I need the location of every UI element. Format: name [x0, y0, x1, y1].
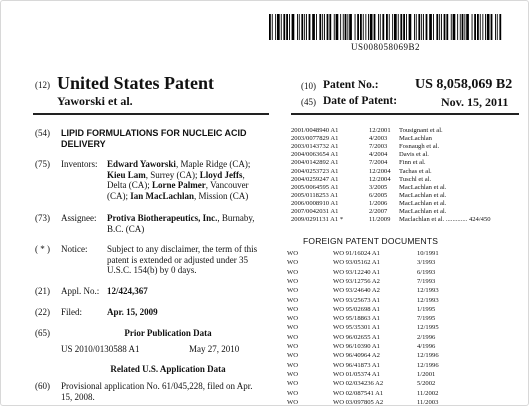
- reference-date: 11/2009: [369, 216, 391, 224]
- foreign-patent-date: 12/1996: [417, 361, 439, 369]
- foreign-patent-number: WO 95/02698 A1: [333, 305, 380, 313]
- barcode-bar: [444, 14, 446, 40]
- barcode-bar: [426, 14, 428, 40]
- inventor-location: Delta (CA);: [107, 180, 152, 191]
- us-reference-row: [291, 135, 511, 143]
- barcode-bar: [292, 14, 295, 40]
- reference-date: 1/2006: [369, 199, 388, 207]
- barcode-bar: [421, 14, 422, 40]
- patent-office: WO: [287, 361, 298, 369]
- barcode-bar: [309, 14, 311, 40]
- reference-inventor: MacLachlan et al.: [399, 183, 447, 191]
- patent-office: WO: [287, 352, 298, 360]
- barcode-bar: [441, 14, 442, 40]
- patent-office: WO: [287, 389, 298, 397]
- barcode-bar: [423, 14, 424, 40]
- code-60: (60): [35, 381, 50, 391]
- lead-inventor: Yaworski et al.: [57, 94, 133, 108]
- foreign-patent-row: [287, 297, 517, 305]
- reference-inventor: Maclachlan et al. ............. 424/450: [399, 216, 491, 224]
- barcode-bar: [365, 14, 366, 40]
- barcode-bar: [497, 14, 498, 40]
- barcode-bar: [299, 14, 300, 40]
- us-reference-row: [291, 192, 511, 200]
- foreign-patent-date: 11/2002: [417, 389, 439, 397]
- barcode-bar: [414, 14, 415, 40]
- us-reference-row: [291, 184, 511, 192]
- reference-number: 2004/0259247 A1: [291, 175, 339, 183]
- barcode-bar: [472, 14, 473, 40]
- foreign-patent-date: 4/1996: [417, 343, 436, 350]
- reference-date: 12/2001: [369, 127, 391, 134]
- title-line: DELIVERY: [61, 138, 106, 149]
- foreign-patent-date: 1/2001: [417, 370, 436, 378]
- barcode-bar: [477, 14, 479, 40]
- barcode-bar: [382, 14, 384, 40]
- prior-pub-number: US 2010/0130588 A1: [61, 344, 140, 354]
- assignee-block: [107, 213, 277, 234]
- barcode-bar: [460, 14, 461, 40]
- provisional-line: Provisional application No. 61/045,228, filed on Apr.: [61, 381, 253, 391]
- reference-number: 2004/0253723 A1: [291, 167, 339, 175]
- foreign-patent-row: [287, 250, 517, 258]
- reference-inventor: Fosnaugh et al.: [399, 143, 440, 151]
- barcode-bar: [446, 14, 448, 40]
- barcode-bar: [297, 14, 298, 40]
- patent-office: WO: [287, 398, 298, 406]
- foreign-patent-date: 6/1993: [417, 268, 436, 276]
- barcode-bar: [316, 14, 317, 40]
- date-label: Date of Patent:: [323, 95, 398, 107]
- barcode-bar: [491, 14, 493, 40]
- foreign-patent-row: [287, 380, 517, 388]
- barcode-bar: [370, 14, 373, 40]
- inventor-line: [107, 191, 277, 202]
- barcode-bar: [429, 14, 432, 40]
- inventor-location: , Mission (CA): [194, 190, 249, 201]
- barcode-bar: [389, 14, 390, 40]
- inventor-name: Lloyd Jeffs: [199, 169, 243, 180]
- foreign-patent-number: WO 93/12756 A2: [333, 277, 380, 285]
- foreign-patent-date: 12/1996: [417, 352, 439, 360]
- notice-line: patent is extended or adjusted under 35: [107, 254, 248, 265]
- code-45: (45): [301, 97, 316, 107]
- reference-number: 2004/0063654 A1: [291, 151, 339, 159]
- us-reference-row: [291, 127, 511, 135]
- patent-office: WO: [287, 305, 298, 313]
- reference-date: 6/2005: [369, 191, 388, 199]
- barcode-bar: [386, 14, 388, 40]
- code-notice: ( * ): [35, 244, 50, 254]
- assignee-location: , Burnaby,: [217, 213, 255, 223]
- reference-number: 2009/0291131 A1 *: [291, 216, 344, 224]
- inventor-location: , Maple Ridge (CA);: [175, 159, 251, 169]
- barcode-bar: [464, 14, 465, 40]
- reference-inventor: Tuschl et al.: [399, 175, 432, 183]
- foreign-patent-row: [287, 324, 517, 332]
- reference-date: 4/2004: [369, 151, 388, 159]
- us-reference-row: [291, 159, 511, 167]
- foreign-patent-number: WO 02/087541 A1: [333, 389, 384, 397]
- patent-office: WO: [287, 277, 298, 285]
- reference-inventor: MacLachlan et al.: [399, 191, 447, 199]
- barcode-bar: [499, 14, 501, 40]
- foreign-patent-row: [287, 259, 517, 267]
- foreign-patent-row: [287, 287, 517, 295]
- barcode-bar: [474, 14, 476, 40]
- provisional-text: [61, 381, 275, 402]
- patent-office: WO: [287, 250, 298, 257]
- us-reference-row: [291, 143, 511, 151]
- barcode-bar: [306, 14, 307, 40]
- us-reference-row: [291, 208, 511, 216]
- barcode-bar: [462, 14, 464, 40]
- foreign-patent-number: WO 03/097805 A2: [333, 398, 384, 406]
- patent-office: WO: [287, 324, 298, 332]
- inventor-line: [107, 170, 277, 181]
- foreign-patent-date: 12/1995: [417, 324, 439, 332]
- foreign-patent-row: [287, 371, 517, 379]
- filed-date: Apr. 15, 2009: [107, 307, 158, 317]
- barcode-bar: [374, 14, 376, 40]
- foreign-patent-number: WO 91/16024 A1: [333, 250, 380, 257]
- barcode-bar: [275, 14, 276, 40]
- barcode-bar: [400, 14, 402, 40]
- barcode-bar: [283, 14, 285, 40]
- foreign-patent-date: 2/1996: [417, 333, 436, 341]
- patent-office: WO: [287, 287, 298, 295]
- reference-inventor: Davis et al.: [399, 151, 429, 159]
- barcode-bar: [363, 14, 364, 40]
- patent-office: WO: [287, 370, 298, 378]
- barcode-bar: [324, 14, 325, 40]
- header-rule-right: [291, 113, 519, 115]
- inventor-location: (CA);: [107, 190, 131, 201]
- barcode-bar: [394, 14, 397, 40]
- code-54: (54): [35, 128, 50, 138]
- barcode-bar: [355, 14, 356, 40]
- barcode-bar: [433, 14, 434, 40]
- reference-number: 2003/0077829 A1: [291, 135, 339, 143]
- barcode-bar: [345, 14, 347, 40]
- patent-office: WO: [287, 343, 298, 350]
- reference-inventor: Finn et al.: [399, 159, 426, 167]
- code-22: (22): [35, 307, 50, 317]
- barcode-bar: [327, 14, 329, 40]
- inventors-list: [107, 159, 277, 201]
- barcode-bar: [439, 14, 440, 40]
- country-title: United States Patent: [57, 73, 214, 93]
- filed-label: Filed:: [61, 307, 83, 317]
- foreign-patent-row: [287, 390, 517, 398]
- prior-pub-date: May 27, 2010: [189, 344, 240, 354]
- barcode-bar: [304, 14, 305, 40]
- barcode-bar: [340, 14, 341, 40]
- foreign-patent-date: 10/1991: [417, 250, 439, 257]
- foreign-patent-number: WO 96/02655 A1: [333, 333, 380, 341]
- barcode-bar: [392, 14, 393, 40]
- prior-pub-heading: Prior Publication Data: [124, 328, 212, 338]
- foreign-patent-date: 5/2002: [417, 380, 436, 388]
- foreign-patent-row: [287, 362, 517, 370]
- assignee-line: [107, 213, 277, 224]
- inventor-line: [107, 159, 277, 170]
- patent-office: WO: [287, 259, 298, 267]
- us-reference-row: [291, 151, 511, 159]
- barcode-bar: [451, 14, 452, 40]
- notice-line: Subject to any disclaimer, the term of this: [107, 244, 258, 254]
- reference-inventor: MacLachlan et al.: [399, 199, 447, 207]
- barcode-bar: [281, 14, 282, 40]
- reference-inventor: MacLachlan et al.: [399, 208, 447, 215]
- reference-inventor: Tousignant et al.: [399, 127, 443, 134]
- barcode-bar: [398, 14, 399, 40]
- reference-number: 2003/0143732 A1: [291, 143, 339, 151]
- barcode-bar: [418, 14, 420, 40]
- inventor-name: Lorne Palmer: [152, 180, 206, 191]
- barcode-bar: [334, 14, 335, 40]
- code-10: (10): [301, 81, 316, 91]
- foreign-patent-date: 12/1993: [417, 296, 439, 304]
- reference-date: 7/2003: [369, 143, 388, 151]
- barcode-bar: [403, 14, 405, 40]
- foreign-patent-number: WO 93/25673 A1: [333, 296, 380, 304]
- patent-office: WO: [287, 315, 298, 323]
- inventors-label: Inventors:: [61, 159, 98, 169]
- reference-date: 2/2007: [369, 208, 388, 215]
- appl-label: Appl. No.:: [61, 286, 100, 296]
- notice-text: [107, 244, 277, 276]
- foreign-patent-number: WO 93/05162 A1: [333, 259, 380, 267]
- foreign-patent-row: [287, 315, 517, 323]
- patent-office: WO: [287, 333, 298, 341]
- foreign-patent-number: WO 93/24640 A2: [333, 287, 380, 295]
- reference-inventor: MacLachlan: [399, 135, 432, 143]
- code-12: (12): [35, 80, 50, 90]
- barcode-bar: [453, 14, 456, 40]
- patent-office: WO: [287, 296, 298, 304]
- barcode-bar: [380, 14, 381, 40]
- foreign-patent-date: 7/1993: [417, 277, 436, 285]
- barcode-bar: [368, 14, 369, 40]
- barcode-bar: [322, 14, 323, 40]
- barcode-bar: [495, 14, 496, 40]
- barcode-bar: [312, 14, 315, 40]
- barcode-bar: [301, 14, 303, 40]
- us-reference-row: [291, 200, 511, 208]
- header-rule-left: [33, 113, 269, 115]
- barcode-number: US008058069B2: [351, 42, 421, 52]
- barcode-bar: [406, 14, 407, 40]
- foreign-patent-number: WO 95/18863 A1: [333, 315, 380, 323]
- patent-office: WO: [287, 380, 298, 388]
- barcode-bar: [347, 14, 348, 40]
- notice-label: Notice:: [61, 244, 88, 254]
- barcode-bar: [485, 14, 486, 40]
- code-73: (73): [35, 213, 50, 223]
- us-reference-row: [291, 168, 511, 176]
- assignee-line: B.C. (CA): [107, 223, 145, 234]
- foreign-patent-number: WO 96/40964 A2: [333, 352, 380, 360]
- barcode-bar: [349, 14, 352, 40]
- foreign-patent-number: WO 93/12240 A1: [333, 268, 380, 276]
- reference-date: 12/2004: [369, 175, 391, 183]
- inventor-location: ,: [242, 169, 245, 180]
- barcode-bar: [416, 14, 417, 40]
- inventor-location: , Surrey (CA);: [145, 169, 200, 180]
- barcode-bar: [277, 14, 280, 40]
- patent-office: WO: [287, 268, 298, 276]
- foreign-patent-row: [287, 352, 517, 360]
- barcode-image: [269, 14, 503, 40]
- us-reference-row: [291, 176, 511, 184]
- reference-number: 2006/0008910 A1: [291, 199, 339, 207]
- reference-date: 3/2005: [369, 183, 388, 191]
- barcode-bar: [329, 14, 331, 40]
- barcode-bar: [269, 14, 271, 40]
- barcode-bar: [436, 14, 438, 40]
- barcode-bar: [286, 14, 288, 40]
- barcode-bar: [487, 14, 490, 40]
- foreign-patent-date: 1/1995: [417, 305, 436, 313]
- foreign-patent-number: WO 96/10390 A1: [333, 343, 380, 350]
- inventor-name: Ian MacLachlan: [130, 190, 195, 201]
- code-65: (65): [35, 328, 50, 338]
- foreign-patent-number: WO 96/41873 A1: [333, 361, 380, 369]
- assignee-label: Assignee:: [61, 213, 97, 223]
- foreign-patent-number: WO 01/05374 A1: [333, 370, 380, 378]
- barcode-bar: [480, 14, 481, 40]
- patent-no-label: Patent No.:: [323, 79, 379, 91]
- inventor-location: , Vancouver: [205, 180, 249, 191]
- barcode-bar: [336, 14, 339, 40]
- inventor-name: Kieu Lam: [107, 169, 146, 180]
- reference-number: 2007/0042031 A1: [291, 208, 339, 215]
- barcode-bar: [409, 14, 412, 40]
- foreign-patent-date: 11/2003: [417, 398, 439, 406]
- foreign-patents-heading: FOREIGN PATENT DOCUMENTS: [303, 236, 439, 246]
- reference-number: 2005/0064595 A1: [291, 183, 339, 191]
- foreign-patent-row: [287, 343, 517, 351]
- reference-number: 2005/0118253 A1: [291, 191, 339, 199]
- related-data-heading: Related U.S. Application Data: [110, 364, 226, 374]
- appl-number: 12/424,367: [107, 286, 148, 296]
- barcode-bar: [466, 14, 469, 40]
- notice-line: U.S.C. 154(b) by 0 days.: [107, 265, 197, 276]
- foreign-patent-row: [287, 269, 517, 277]
- patent-date: Nov. 15, 2011: [441, 95, 509, 109]
- foreign-patent-date: 12/1993: [417, 287, 439, 295]
- inventor-name: Edward Yaworski: [107, 159, 176, 169]
- code-21: (21): [35, 286, 50, 296]
- barcode-bar: [482, 14, 483, 40]
- title-line: LIPID FORMULATIONS FOR NUCLEIC ACID: [61, 128, 247, 138]
- foreign-patent-date: 7/1995: [417, 315, 436, 323]
- foreign-patent-row: [287, 306, 517, 314]
- foreign-patent-row: [287, 334, 517, 342]
- foreign-patent-number: WO 95/35301 A1: [333, 324, 380, 332]
- provisional-line: 15, 2008.: [61, 391, 95, 402]
- patent-number: US 8,058,069 B2: [415, 77, 513, 92]
- barcode-bar: [272, 14, 273, 40]
- barcode-bar: [319, 14, 321, 40]
- barcode-bar: [343, 14, 344, 40]
- reference-number: 2004/0142892 A1: [291, 159, 339, 167]
- inventor-line: [107, 180, 277, 191]
- reference-date: 7/2004: [369, 159, 388, 167]
- us-reference-row: [291, 216, 511, 224]
- barcode-bar: [378, 14, 379, 40]
- barcode-bar: [289, 14, 290, 40]
- code-75: (75): [35, 159, 50, 169]
- barcode-bar: [360, 14, 362, 40]
- foreign-patent-date: 3/1993: [417, 259, 436, 267]
- invention-title: [61, 128, 247, 149]
- foreign-patent-row: [287, 278, 517, 286]
- reference-number: 2001/0048940 A1: [291, 127, 339, 134]
- barcode-bar: [457, 14, 458, 40]
- reference-date: 4/2003: [369, 135, 388, 143]
- reference-date: 12/2004: [369, 167, 391, 175]
- foreign-patent-number: WO 02/034236 A2: [333, 380, 384, 388]
- assignee-name: Protiva Biotherapeutics, Inc.: [107, 213, 218, 223]
- barcode-bar: [357, 14, 359, 40]
- reference-inventor: Tachas et al.: [399, 167, 432, 175]
